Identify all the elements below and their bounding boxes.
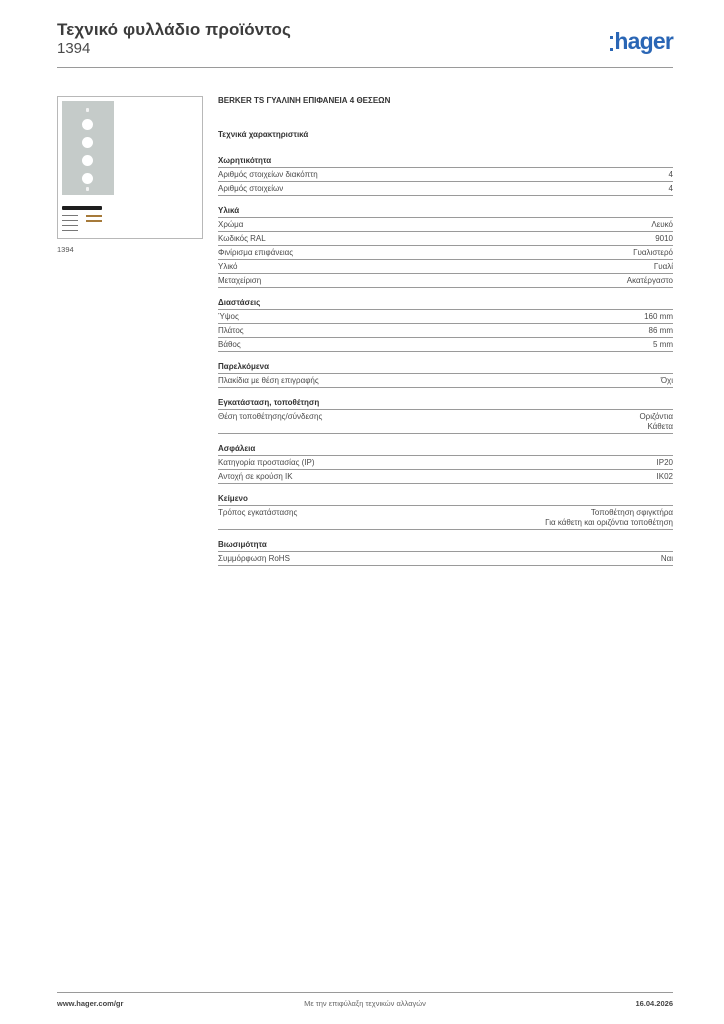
- spec-row: [218, 260, 673, 274]
- spec-value: Λευκό: [651, 220, 673, 229]
- spec-row: [218, 470, 673, 484]
- spec-row: [218, 410, 673, 434]
- spec-content: [218, 96, 673, 566]
- spec-label: Θέση τοποθέτησης/σύνδεσης: [218, 412, 323, 421]
- spec-row: [218, 246, 673, 260]
- strip-icon: [62, 225, 78, 226]
- spec-label: Κωδικός RAL: [218, 234, 266, 243]
- spec-section: [218, 156, 673, 196]
- spec-label: Αντοχή σε κρούση IK: [218, 472, 293, 481]
- section-heading: Βιωσιμότητα: [218, 540, 673, 552]
- key-tool-icon: [86, 215, 102, 217]
- footer-divider: [57, 992, 673, 993]
- document-title: Τεχνικό φυλλάδιο προϊόντος: [57, 20, 291, 39]
- spec-value: 86 mm: [648, 326, 673, 335]
- spec-value: 5 mm: [653, 340, 673, 349]
- spec-label: Αριθμός στοιχείων: [218, 184, 284, 193]
- strip-icon: [62, 230, 78, 231]
- key-tool-icon: [86, 220, 102, 222]
- mounting-bar-icon: [62, 206, 102, 210]
- spec-label: Χρώμα: [218, 220, 244, 229]
- spec-label: Βάθος: [218, 340, 241, 349]
- button-hole: [82, 173, 93, 184]
- strip-icon: [62, 215, 78, 216]
- spec-section: [218, 398, 673, 434]
- spec-row: [218, 274, 673, 288]
- spec-label: Τρόπος εγκατάστασης: [218, 508, 298, 517]
- spec-row: [218, 552, 673, 566]
- section-heading: Ασφάλεια: [218, 444, 673, 456]
- strip-icon: [62, 220, 78, 221]
- section-heading: Διαστάσεις: [218, 298, 673, 310]
- spec-label: Ύψος: [218, 312, 239, 321]
- spec-value: Όχι: [660, 376, 673, 385]
- spec-section: [218, 444, 673, 484]
- hager-logo: [610, 28, 673, 55]
- spec-row: [218, 218, 673, 232]
- spec-section: [218, 362, 673, 388]
- section-heading: Χωρητικότητα: [218, 156, 673, 168]
- spec-value: Οριζόντια Κάθετα: [639, 412, 673, 431]
- header-divider: [57, 67, 673, 68]
- spec-section: [218, 494, 673, 530]
- logo-text: hager: [614, 28, 673, 54]
- glass-plate-image: [62, 101, 114, 195]
- screw-icon: [86, 108, 89, 112]
- accessories-image: [62, 206, 122, 236]
- spec-label: Συμμόρφωση RoHS: [218, 554, 290, 563]
- spec-row: [218, 506, 673, 530]
- spec-value: Γυαλί: [653, 262, 673, 271]
- spec-section: [218, 206, 673, 288]
- page-header: [57, 20, 673, 68]
- logo-dots-icon: [610, 36, 613, 51]
- spec-value: Γυαλιστερό: [633, 248, 673, 257]
- section-heading: Υλικά: [218, 206, 673, 218]
- spec-value: Ναι: [660, 554, 673, 563]
- spec-row: [218, 310, 673, 324]
- spec-value: IK02: [656, 472, 673, 481]
- spec-section: [218, 298, 673, 352]
- spec-label: Μεταχείριση: [218, 276, 262, 285]
- button-hole: [82, 119, 93, 130]
- section-heading: Κείμενο: [218, 494, 673, 506]
- spec-section: [218, 540, 673, 566]
- spec-value: Ακατέργαστο: [626, 276, 673, 285]
- spec-label: Κατηγορία προστασίας (IP): [218, 458, 315, 467]
- spec-label: Αριθμός στοιχείων διακόπτη: [218, 170, 318, 179]
- spec-row: [218, 374, 673, 388]
- spec-label: Υλικό: [218, 262, 238, 271]
- product-image: [57, 96, 203, 239]
- spec-row: [218, 232, 673, 246]
- spec-label: Πλάτος: [218, 326, 244, 335]
- product-name: BERKER TS ΓΥΑΛΙΝΗ ΕΠΙΦΑΝΕΙΑ 4 ΘΕΣΕΩΝ: [218, 96, 391, 105]
- spec-label: Φινίρισμα επιφάνειας: [218, 248, 294, 257]
- screw-icon: [86, 187, 89, 191]
- section-heading: Εγκατάσταση, τοποθέτηση: [218, 398, 673, 410]
- button-hole: [82, 137, 93, 148]
- spec-label: Πλακίδια με θέση επιγραφής: [218, 376, 319, 385]
- spec-row: [218, 182, 673, 196]
- spec-value: 4: [668, 184, 673, 193]
- product-code: 1394: [57, 40, 91, 57]
- disclaimer-note: Με την επιφύλαξη τεχνικών αλλαγών: [304, 999, 426, 1008]
- page-footer: [57, 999, 673, 1011]
- spec-row: [218, 338, 673, 352]
- spec-row: [218, 168, 673, 182]
- spec-value: Τοποθέτηση σφιγκτήρα Για κάθετη και οριζόντια τοποθέτηση: [545, 508, 673, 527]
- spec-row: [218, 324, 673, 338]
- spec-value: 160 mm: [644, 312, 673, 321]
- document-date: 16.04.2026: [635, 999, 673, 1008]
- button-hole: [82, 155, 93, 166]
- section-heading: Παρελκόμενα: [218, 362, 673, 374]
- spec-row: [218, 456, 673, 470]
- website-link[interactable]: www.hager.com/gr: [57, 999, 124, 1008]
- spec-value: 9010: [655, 234, 673, 243]
- spec-value: 4: [668, 170, 673, 179]
- spec-value: IP20: [656, 458, 673, 467]
- tech-specs-heading: Τεχνικά χαρακτηριστικά: [218, 130, 309, 139]
- spec-sections: [218, 156, 673, 566]
- image-caption: 1394: [57, 245, 74, 254]
